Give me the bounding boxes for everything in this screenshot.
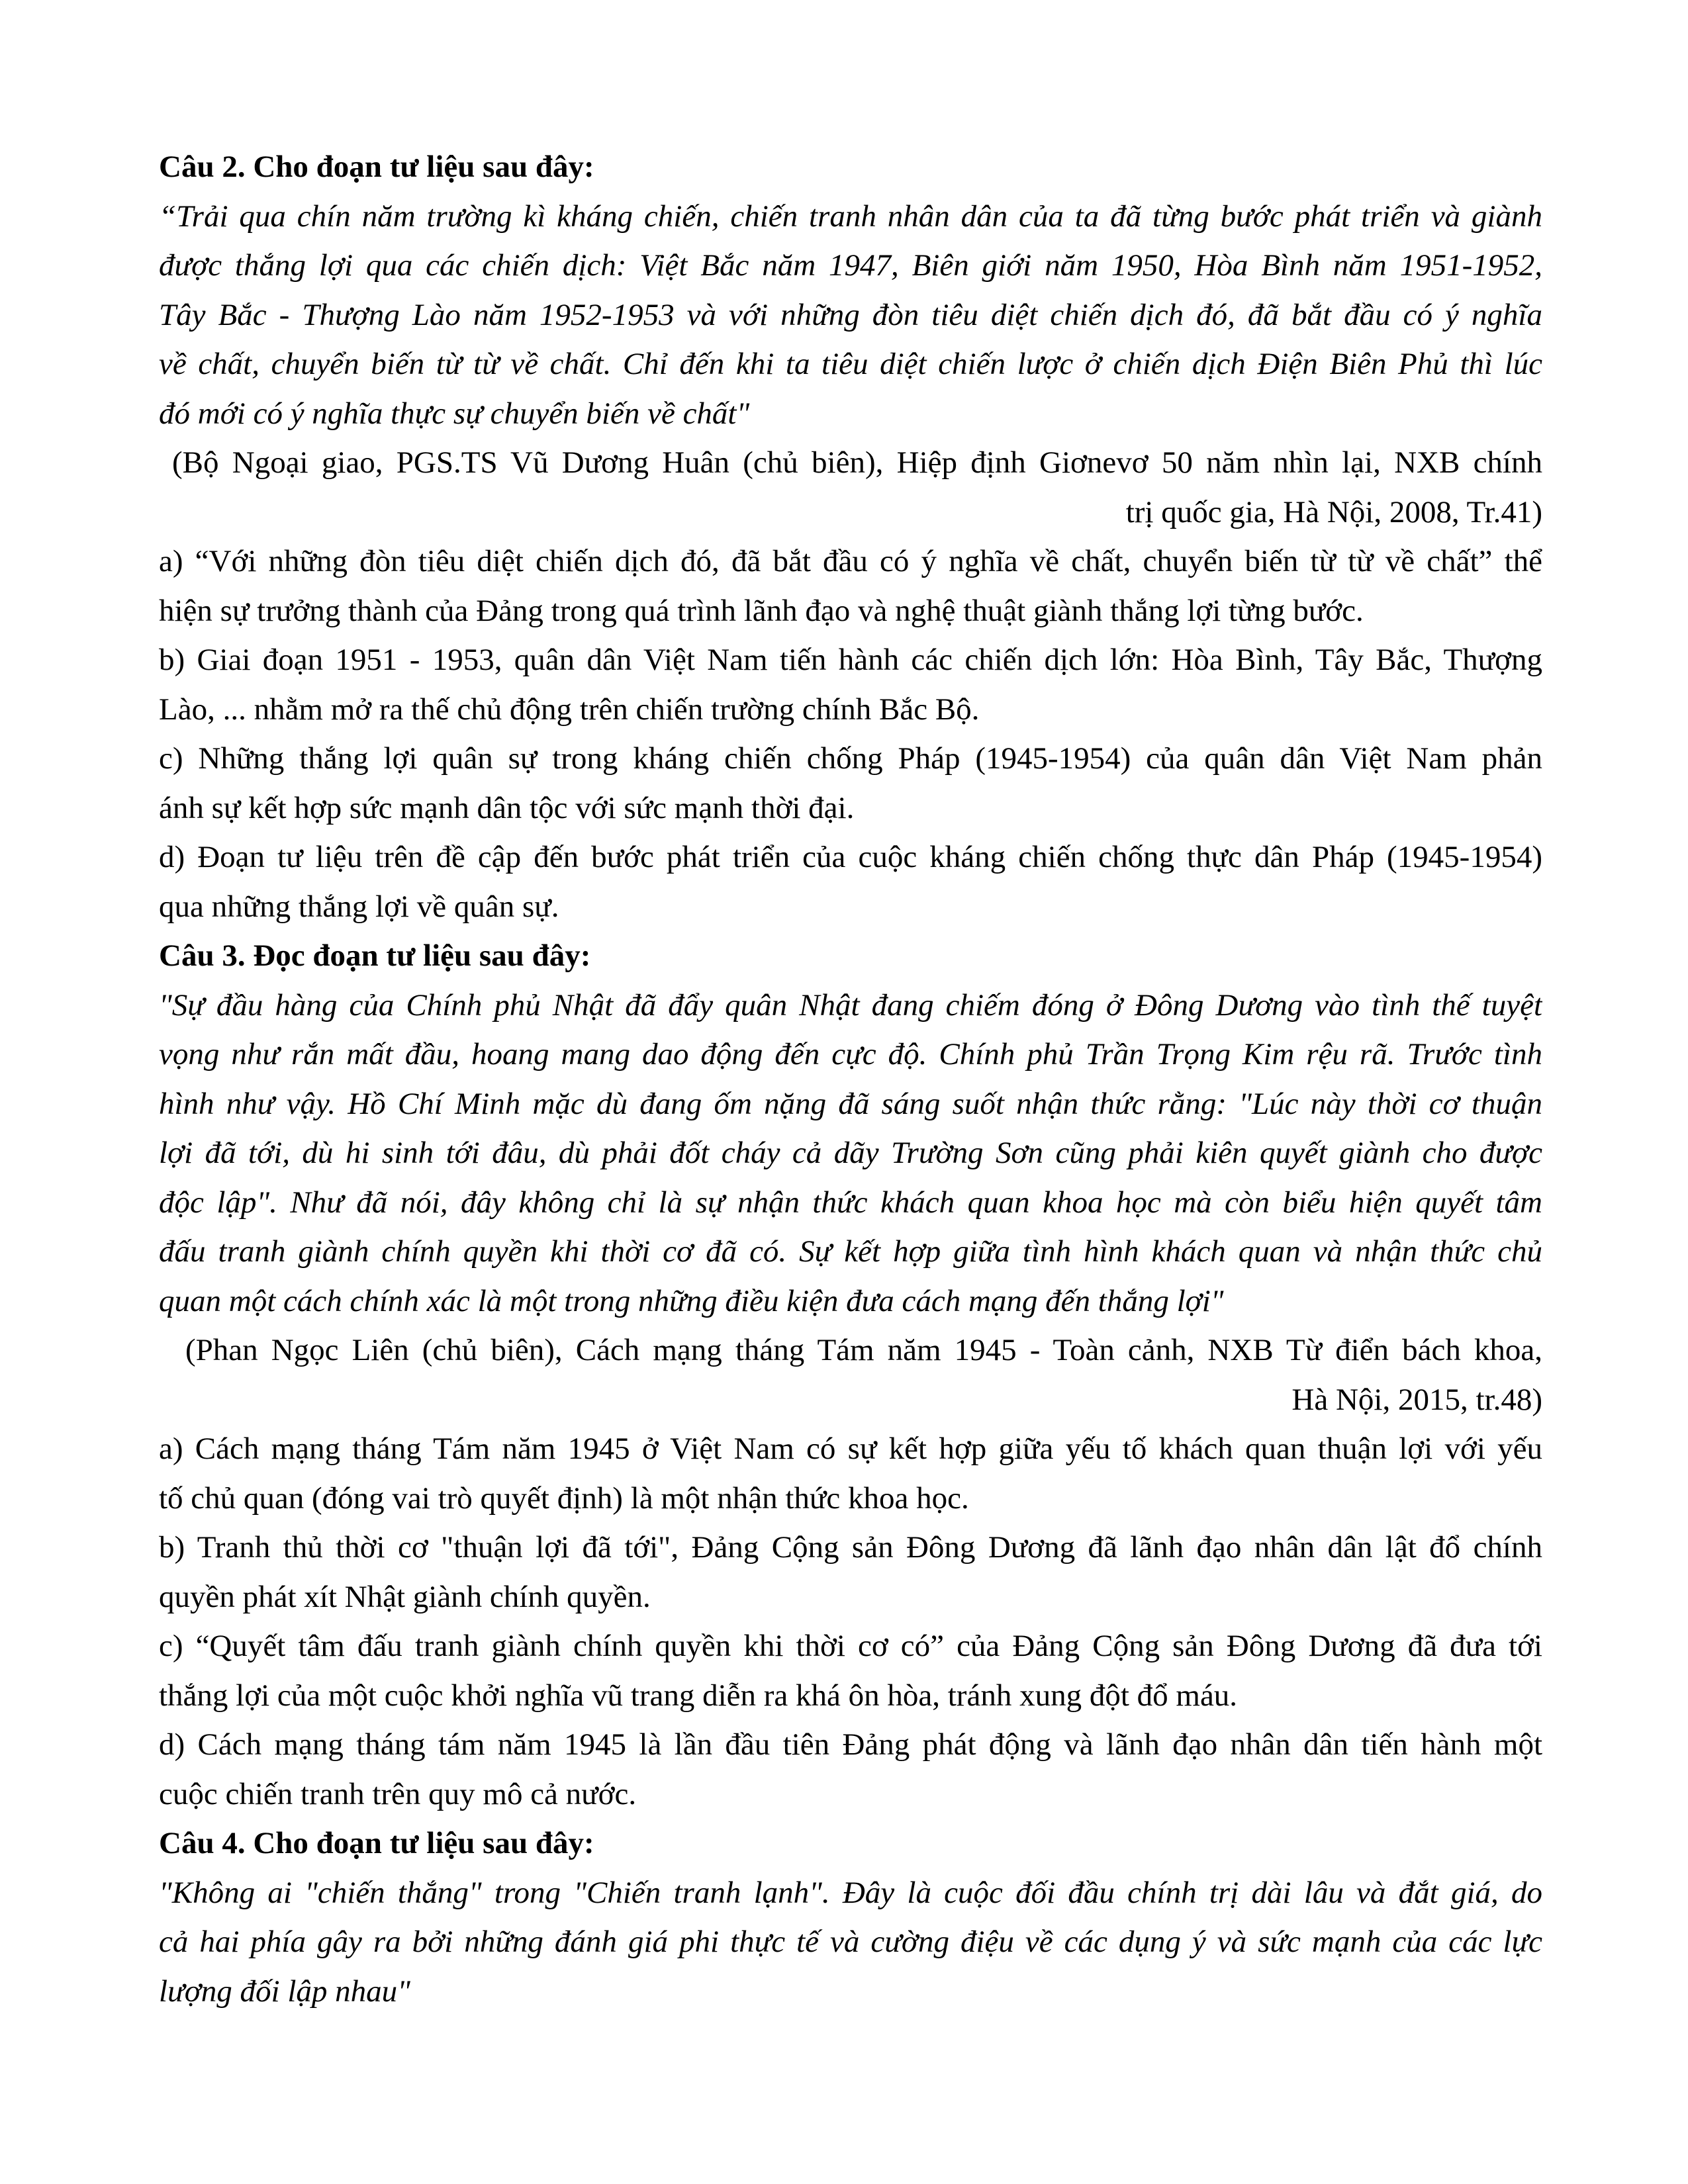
option-d-cont: cuộc chiến tranh trên quy mô cả nước. (159, 1776, 637, 1811)
question-2 (159, 142, 1542, 931)
option-b-cont: quyền phát xít Nhật giành chính quyền. (159, 1579, 651, 1614)
quote-line: lợi đã tới, dù hi sinh tới đâu, dù phải đốt cháy cả dãy Trường Sơn cũng phải kiên quyết giành cho được (159, 1136, 1542, 1170)
question-4 (159, 1819, 1542, 2016)
quote-line: "Sự đầu hàng của Chính phủ Nhật đã đẩy quân Nhật đang chiếm đóng ở Đông Dương vào tình thế tuyệt (159, 987, 1542, 1023)
option-c-cont: thắng lợi của một cuộc khởi nghĩa vũ trang diễn ra khá ôn hòa, tránh xung đột đổ máu. (159, 1678, 1238, 1713)
source-citation: (Phan Ngọc Liên (chủ biên), Cách mạng tháng Tám năm 1945 - Toàn cảnh, NXB Từ điển bách khoa, (185, 1333, 1542, 1367)
quote-line: quan một cách chính xác là một trong những điều kiện đưa cách mạng đến thắng lợi" (159, 1283, 1224, 1318)
question-4-heading: Câu 4. Cho đoạn tư liệu sau đây: (159, 1826, 594, 1860)
quote-line: hình như vậy. Hồ Chí Minh mặc dù đang ốm nặng đã sáng suốt nhận thức rằng: "Lúc này thời cơ thuận (159, 1086, 1542, 1121)
document-page (159, 142, 1542, 2016)
quote-line: về chất, chuyển biến từ từ về chất. Chỉ đến khi ta tiêu diệt chiến lược ở chiến dịch Điện Biên Phủ thì lúc (159, 347, 1542, 381)
option-d: d) Cách mạng tháng tám năm 1945 là lần đầu tiên Đảng phát động và lãnh đạo nhân dân tiến hành một (159, 1727, 1542, 1762)
option-c: c) Những thắng lợi quân sự trong kháng chiến chống Pháp (1945-1954) của quân dân Việt Nam phản (159, 741, 1542, 776)
option-b: b) Giai đoạn 1951 - 1953, quân dân Việt Nam tiến hành các chiến dịch lớn: Hòa Bình, Tây Bắc, Thượng (159, 643, 1542, 677)
option-a-cont: hiện sự trưởng thành của Đảng trong quá trình lãnh đạo và nghệ thuật giành thắng lợi từng bước. (159, 593, 1364, 628)
option-b-cont: Lào, ... nhằm mở ra thế chủ động trên chiến trường chính Bắc Bộ. (159, 692, 980, 727)
quote-line: “Trải qua chín năm trường kì kháng chiến, chiến tranh nhân dân của ta đã từng bước phát triển và giành (159, 199, 1542, 234)
question-2-heading: Câu 2. Cho đoạn tư liệu sau đây: (159, 150, 594, 184)
option-a: a) “Với những đòn tiêu diệt chiến dịch đó, đã bắt đầu có ý nghĩa về chất, chuyển biến từ từ về chất” thể (159, 544, 1542, 578)
option-c-cont: ánh sự kết hợp sức mạnh dân tộc với sức mạnh thời đại. (159, 790, 855, 825)
option-c: c) “Quyết tâm đấu tranh giành chính quyền khi thời cơ có” của Đảng Cộng sản Đông Dương đã đưa tới (159, 1629, 1542, 1663)
source-citation: (Bộ Ngoại giao, PGS.TS Vũ Dương Huân (chủ biên), Hiệp định Giơnevơ 50 năm nhìn lại, NXB chính (172, 445, 1542, 480)
quote-line: độc lập". Như đã nói, đây không chỉ là sự nhận thức khách quan khoa học mà còn biểu hiện quyết tâm (159, 1185, 1542, 1220)
quote-line: đấu tranh giành chính quyền khi thời cơ đã có. Sự kết hợp giữa tình hình khách quan và nhận thức chủ (159, 1234, 1542, 1269)
quote-line: lượng đối lập nhau" (159, 1974, 410, 2009)
quote-line: được thắng lợi qua các chiến dịch: Việt Bắc năm 1947, Biên giới năm 1950, Hòa Bình năm 1951-1952, (159, 248, 1542, 283)
option-a: a) Cách mạng tháng Tám năm 1945 ở Việt Nam có sự kết hợp giữa yếu tố khách quan thuận lợi với yếu (159, 1432, 1542, 1466)
question-3-heading: Câu 3. Đọc đoạn tư liệu sau đây: (159, 938, 591, 973)
source-citation: trị quốc gia, Hà Nội, 2008, Tr.41) (1125, 494, 1542, 529)
option-a-cont: tố chủ quan (đóng vai trò quyết định) là một nhận thức khoa học. (159, 1480, 969, 1516)
quote-line: "Không ai "chiến thắng" trong "Chiến tranh lạnh". Đây là cuộc đối đầu chính trị dài lâu và đắt giá, do (159, 1875, 1542, 1910)
option-d-cont: qua những thắng lợi về quân sự. (159, 889, 559, 924)
quote-line: vọng như rắn mất đầu, hoang mang dao động đến cực độ. Chính phủ Trần Trọng Kim rệu rã. Trước tình (159, 1037, 1542, 1071)
quote-line: Tây Bắc - Thượng Lào năm 1952-1953 và với những đòn tiêu diệt chiến dịch đó, đã bắt đầu có ý nghĩa (159, 297, 1542, 332)
question-3 (159, 931, 1542, 1819)
quote-line: đó mới có ý nghĩa thực sự chuyển biến về chất" (159, 396, 750, 431)
source-citation: Hà Nội, 2015, tr.48) (1291, 1382, 1542, 1417)
quote-line: cả hai phía gây ra bởi những đánh giá phi thực tế và cường điệu về các dụng ý và sức mạnh của các lực (159, 1925, 1542, 1959)
option-b: b) Tranh thủ thời cơ "thuận lợi đã tới", Đảng Cộng sản Đông Dương đã lãnh đạo nhân dân lật đổ chính (159, 1530, 1542, 1565)
option-d: d) Đoạn tư liệu trên đề cập đến bước phát triển của cuộc kháng chiến chống thực dân Pháp (1945-1954) (159, 840, 1542, 874)
